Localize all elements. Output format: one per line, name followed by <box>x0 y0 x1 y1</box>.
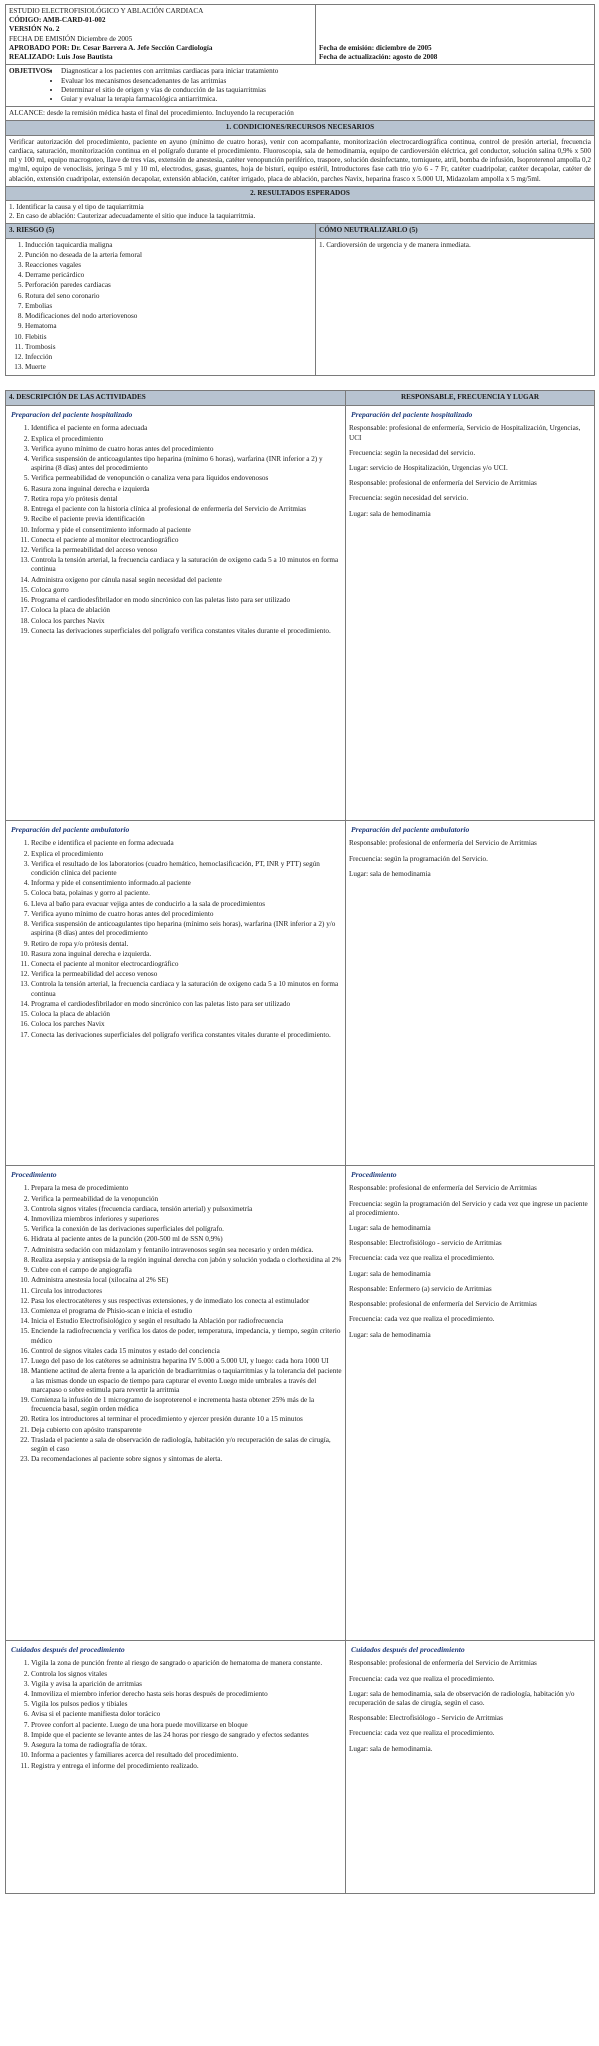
objectives-list <box>49 67 278 104</box>
activity-item: 10. Informa y pide el consentimiento informado al paciente <box>31 526 342 535</box>
objective-item: • Evaluar los mecanismos desencadenantes de las arritmias <box>61 77 278 86</box>
header-right <box>316 5 595 65</box>
activity-item: 9. Cubre con el campo de angiografía <box>31 1266 342 1275</box>
date-update: Fecha de actualización: agosto de 2008 <box>319 53 438 62</box>
activity-item: 5. Verifica permeabilidad de venopunción o canaliza vena para líquidos endovenosos <box>31 474 342 483</box>
activity-list <box>9 1184 342 1464</box>
activity-item: 4. Informa y pide el consentimiento informado.al paciente <box>31 879 342 888</box>
resp-entry: Responsable: Enfermero (a) servicio de Arritmias <box>349 1284 492 1293</box>
risk-item: 12. Infección <box>25 353 312 362</box>
activity-item: 4. Inmoviliza miembros inferiores y superiores <box>31 1215 342 1224</box>
section-procedure <box>6 1165 346 1640</box>
activity-item: 13. Controla la tensión arterial, la frecuencia cardiaca y la saturación de oxígeno cada 5 a 10 minutos en forma continua <box>31 980 342 998</box>
resp-entry: Responsable: profesional de enfermería del Servicio de Arritmias <box>349 1659 537 1668</box>
risk-list <box>9 241 312 373</box>
activity-item: 1. Vigila la zona de punción frente al riesgo de sangrado o aparición de hematoma de manera constante. <box>31 1659 342 1668</box>
resp-entry: Responsable: profesional de enfermería del Servicio de Arritmias <box>349 1300 537 1309</box>
risk-item: 3. Reacciones vagales <box>25 261 312 270</box>
section-aftercare-resp <box>346 1640 595 1893</box>
resp-entry: Frecuencia: según la programación del Servicio y cada vez que ingrese un paciente al procedimiento. <box>349 1199 588 1217</box>
resp-entry: Lugar: sala de hemodinamia. <box>349 1744 433 1753</box>
activity-item: 16. Control de signos vitales cada 15 minutos y estado del conciencia <box>31 1347 342 1356</box>
risk-cell <box>6 238 316 376</box>
activity-item: 17. Coloca la placa de ablación <box>31 606 342 615</box>
resp-heading: RESPONSABLE, FRECUENCIA Y LUGAR <box>346 391 595 405</box>
activity-item: 10. Rasura zona inguinal derecha e izquierda. <box>31 950 342 959</box>
resp-entry: Lugar: sala de hemodinamia <box>349 869 431 878</box>
section-aftercare <box>6 1640 346 1893</box>
resp-entry: Responsable: Electrofisiólogo - Servicio de Arritmias <box>349 1714 503 1723</box>
activity-item: 19. Conecta las derivaciones superficiales del polígrafo verifica constantes vitales durante el procedimiento. <box>31 627 342 636</box>
resp-entry: Lugar: sala de hemodinamia <box>349 1269 431 1278</box>
objective-item: • Diagnosticar a los pacientes con arritmias cardiacas para iniciar tratamiento <box>61 67 278 76</box>
resp-entry: Frecuencia: según la programación del Servicio. <box>349 854 488 863</box>
activity-item: 12. Pasa los electrocatéteres y sus respectivas extensiones, y de inmediato los conecta al estimulador <box>31 1297 342 1306</box>
activity-item: 3. Vigila y avisa la aparición de arritmias <box>31 1680 342 1689</box>
activity-item: 8. Impide que el paciente se levante antes de las 24 horas por riesgo de sangrado y efectos sedantes <box>31 1731 342 1740</box>
resp-entry: Lugar: sala de hemodinamia <box>349 509 431 518</box>
resp-entry: Responsable: profesional de enfermería del Servicio de Arritmias <box>349 839 537 848</box>
doc-approved: APROBADO POR: Dr. Cesar Barrera A. Jefe Sección Cardiología <box>9 43 213 52</box>
objective-item: • Determinar el sitio de origen y vías de conducción de las taquiarritmias <box>61 86 278 95</box>
activity-item: 7. Retira ropa y/o prótesis dental <box>31 495 342 504</box>
section-title: Preparación del paciente ambulatorio <box>11 824 130 834</box>
risk-item: 1. Inducción taquicardia maligna <box>25 241 312 250</box>
resp-entry: Lugar: sala de hemodinamia <box>349 1224 431 1233</box>
risk-item: 13. Muerte <box>25 363 312 372</box>
activity-item: 5. Coloca bata, polainas y gorro al paciente. <box>31 889 342 898</box>
activities-table <box>5 390 595 1893</box>
activity-item: 6. Hidrata al paciente antes de la punción (200-500 ml de SSN 0,9%) <box>31 1235 342 1244</box>
activity-item: 1. Prepara la mesa de procedimiento <box>31 1184 342 1193</box>
section-hospitalized-resp <box>346 405 595 820</box>
section-ambulatory <box>6 820 346 1165</box>
resp-entry: Responsable: Electrofisiólogo - servicio de Arritmias <box>349 1239 502 1248</box>
activity-item: 15. Coloca gorro <box>31 586 342 595</box>
activity-item: 4. Verifica suspensión de anticoagulantes tipo heparina (mínimo 6 horas), warfarina (INR inferior a 2) y aspirina (8 días) antes del procedimiento <box>31 455 342 473</box>
activity-item: 18. Coloca los parches Navix <box>31 617 342 626</box>
objectives-label: OBJETIVOS: <box>9 67 53 76</box>
activity-item: 11. Conecta el paciente al monitor electrocardiográfico <box>31 960 342 969</box>
activity-item: 6. Rasura zona inguinal derecha e izquierda <box>31 485 342 494</box>
activity-item: 7. Administra sedación con midazolam y fentanilo intravenosos según sea necesario y orden médica. <box>31 1246 342 1255</box>
activity-item: 2. Explica el procedimiento <box>31 850 342 859</box>
scope-cell: ALCANCE: desde la remisión médica hasta el final del procedimiento. Incluyendo la recuperación <box>6 107 595 121</box>
header-table <box>5 4 595 376</box>
resp-entry: Responsable: profesional de enfermería del Servicio de Arritmias <box>349 479 537 488</box>
risk-item: 7. Embolias <box>25 302 312 311</box>
activity-item: 9. Asegura la toma de radiografía de tórax. <box>31 1741 342 1750</box>
activity-item: 5. Vigila los pulsos pedios y tibiales <box>31 1700 342 1709</box>
activity-item: 12. Verifica la permeabilidad del acceso venoso <box>31 970 342 979</box>
activity-item: 11. Conecta el paciente al monitor electrocardiográfico <box>31 536 342 545</box>
activity-item: 3. Verifica ayuno mínimo de cuatro horas antes del procedimiento <box>31 445 342 454</box>
risk-item: 5. Perforación paredes cardiacas <box>25 281 312 290</box>
activity-item: 1. Recibe e identifica el paciente en forma adecuada <box>31 839 342 848</box>
activities-heading: 4. DESCRIPCIÓN DE LAS ACTIVIDADES <box>6 391 346 405</box>
activity-list <box>9 424 342 636</box>
risk-item: 4. Derrame pericárdico <box>25 271 312 280</box>
activity-item: 6. Avisa si el paciente manifiesta dolor torácico <box>31 1710 342 1719</box>
activity-item: 7. Verifica ayuno mínimo de cuatro horas antes del procedimiento <box>31 910 342 919</box>
result-item: 2. En caso de ablación: Cauterizar adecuadamente el sitio que induce la taquiarritmia. <box>9 212 256 221</box>
neutralize-heading: CÓMO NEUTRALIZARLO (5) <box>316 224 595 238</box>
resp-section-title: Procedimiento <box>351 1169 397 1179</box>
risk-item: 2. Punción no deseada de la arteria femoral <box>25 251 312 260</box>
activity-item: 14. Administra oxígeno por cánula nasal según necesidad del paciente <box>31 576 342 585</box>
activity-item: 1. Identifica el paciente en forma adecuada <box>31 424 342 433</box>
resp-entry: Frecuencia: cada vez que realiza el procedimiento. <box>349 1254 495 1263</box>
resp-section-title: Preparación del paciente hospitalizado <box>351 409 473 419</box>
activity-item: 5. Verifica la conexión de las derivaciones superficiales del polígrafo. <box>31 1225 342 1234</box>
activity-item: 8. Verifica suspensión de anticoagulantes tipo heparina (mínimo seis horas), warfarina (INR inferior a 2) y/o aspirina (8 días) antes del procedimiento <box>31 920 342 938</box>
activity-item: 15. Enciende la radiofrecuencia y verifica los datos de poder, temperatura, impedancia, y tiempo, según criterio médico <box>31 1327 342 1345</box>
resp-entry: Responsable: profesional de enfermería, Servicio de Hospitalización, Urgencias, UCI <box>349 424 581 442</box>
activity-item: 21. Deja cubierto con apósito transparente <box>31 1426 342 1435</box>
resp-entry: Lugar: sala de hemodinamia, sala de observación de radiología, habitación y/o recuperación de salas de cirugía, según el caso. <box>349 1689 575 1708</box>
risk-item: 10. Flebitis <box>25 333 312 342</box>
activity-item: 2. Controla los signos vitales <box>31 1670 342 1679</box>
risk-item: 8. Modificaciones del nodo arteriovenoso <box>25 312 312 321</box>
activity-item: 14. Programa el cardiodesfibrilador en modo sincrónico con las paletas listo para ser utilizado <box>31 1000 342 1009</box>
activity-item: 2. Verifica la permeabilidad de la venopunción <box>31 1195 342 1204</box>
resp-entry: Frecuencia: cada vez que realiza el procedimiento. <box>349 1315 495 1324</box>
activity-item: 3. Verifica el resultado de los laboratorios (cuadro hemático, hemoclasificación, PT, INR y PTT) según condición clínica del paciente <box>31 860 342 878</box>
risk-heading: 3. RIESGO (5) <box>6 224 316 238</box>
activity-item: 9. Retiro de ropa y/o prótesis dental. <box>31 940 342 949</box>
doc-made: REALIZADO: Luis Jose Bautista <box>9 53 113 62</box>
risk-item: 9. Hematoma <box>25 322 312 331</box>
activity-item: 7. Provee confort al paciente. Luego de una hora puede movilizarse en bloque <box>31 1721 342 1730</box>
activity-item: 18. Mantiene actitud de alerta frente a la aparición de bradiarritmias o taquiarritmias y la tolerancia del paciente a las mismas donde un espacio de tiempo para capturar el evento Luego mide umbrales a través del marcapaso o sobre estimula para revertir la arritmia <box>31 1367 342 1395</box>
resp-section-title: Cuidados después del procedimiento <box>351 1644 465 1654</box>
activity-item: 8. Entrega el paciente con la historia clínica al profesional de enfermería del Servicio de Arritmias <box>31 505 342 514</box>
results-heading: 2. RESULTADOS ESPERADOS <box>6 186 595 200</box>
section-title: Procedimiento <box>11 1169 57 1179</box>
resp-entry: Frecuencia: según necesidad del servicio. <box>349 494 469 503</box>
date-emission: Fecha de emisión: diciembre de 2005 <box>319 43 432 52</box>
activity-item: 16. Programa el cardiodesfibrilador en modo sincrónico con las paletas listo para ser utilizado <box>31 596 342 605</box>
resp-entry: Frecuencia: cada vez que realiza el procedimiento. <box>349 1674 495 1683</box>
resp-entry: Lugar: sala de hemodinamia <box>349 1330 431 1339</box>
doc-emission: FECHA DE EMISIÓN Diciembre de 2005 <box>9 34 133 43</box>
activity-item: 9. Recibe el paciente previa identificación <box>31 515 342 524</box>
activity-list <box>9 839 342 1039</box>
resp-entry: Responsable: profesional de enfermería del Servicio de Arritmias <box>349 1184 537 1193</box>
activity-item: 11. Circula los introductores <box>31 1287 342 1296</box>
activity-item: 23. Da recomendaciones al paciente sobre signos y síntomas de alerta. <box>31 1455 342 1464</box>
activity-item: 17. Conecta las derivaciones superficiales del polígrafo verifica constantes vitales durante el procedimiento. <box>31 1031 342 1040</box>
section-title: Cuidados después del procedimiento <box>11 1644 125 1654</box>
section-title: Preparacion del paciente hospitalizado <box>11 409 133 419</box>
risk-item: 11. Trombosis <box>25 343 312 352</box>
result-item: 1. Identificar la causa y el tipo de taquiarritmia <box>9 202 144 211</box>
activity-item: 4. Inmoviliza el miembro inferior derecho hasta seis horas después de procedimiento <box>31 1690 342 1699</box>
activity-item: 15. Coloca la placa de ablación <box>31 1010 342 1019</box>
objectives-cell <box>6 65 595 107</box>
activity-item: 17. Luego del paso de los catéteres se administra heparina IV 5.000 a 5.000 UI, y luego: cada hora 1000 UI <box>31 1357 342 1366</box>
activity-item: 13. Comienza el programa de Phisio-scan e inicia el estudio <box>31 1307 342 1316</box>
risk-item: 6. Rotura del seno coronario <box>25 292 312 301</box>
activity-list <box>9 1659 342 1770</box>
activity-item: 20. Retira los introductores al terminar el procedimiento y ejercer presión durante 10 a 15 minutos <box>31 1415 342 1424</box>
resp-entry: Lugar: servicio de Hospitalización, Urgencias y/o UCI. <box>349 464 508 473</box>
activity-item: 16. Coloca los parches Navix <box>31 1020 342 1029</box>
activity-item: 11. Registra y entrega el informe del procedimiento realizado. <box>31 1762 342 1771</box>
activity-item: 2. Explica el procedimiento <box>31 435 342 444</box>
resp-section-title: Preparación del paciente ambulatorio <box>351 824 470 834</box>
activity-item: 6. Lleva al baño para evacuar vejiga antes de conducirlo a la sala de procedimientos <box>31 900 342 909</box>
activity-item: 22. Traslada el paciente a sala de observación de radiología, habitación y/o recuperación de salas de cirugía, según el caso <box>31 1436 342 1454</box>
conditions-text: Verificar autorización del procedimiento, paciente en ayuno (mínimo de cuatro horas), venir con acompañante, monitorización electrocardiográfica continua, control de presión arterial, frecuencia cardiaca, saturación, monitorización continua en el polígrafo durante el procedimiento. Fluoroscopia, sala de hemodinamia, equipo de cardioversión eléctrica, gel conductor, solución salina 0,9% x 500 ml y 100 ml, equipo macrogoteo, llave de tres vías, extensión de anestesia, catéter venopunción periférico, traspore, solución desinfectante, torniquete, atril, bomba de infusión, Isoproterenol ampolla 0,2 mg/ml, equipo de venoclisis, jeringa 5 ml y 10 ml, electrodos, gasas, guantes, hoja de bisturí, equipo estéril, Introductores fase cath trio y/o 6 - 7 Fr, catéter cuadripolar, catéter decapolar, catéter de ablación, extensión cuadripolar, extensión decapolar, extensión ablación, catéter irrigado, placa de ablación, parches Navix, heparina frasco x 5.000 UI, Midazolam ampolla x 5 mg/5ml. <box>6 135 595 186</box>
activity-item: 14. Inicia el Estudio Electrofisiológico y según el resultado la Ablación por radiofrecuencia <box>31 1317 342 1326</box>
doc-code: CÓDIGO: AMB-CARD-01-002 <box>9 16 106 25</box>
conditions-heading: 1. CONDICIONES/RECURSOS NECESARIOS <box>6 121 595 135</box>
activity-item: 10. Administra anestesia local (xilocaína al 2% SE) <box>31 1276 342 1285</box>
activity-item: 19. Comienza la infusión de 1 microgramo de isoproterenol e incrementa hasta obtener 25% más de la frecuencia basal, según orden médica <box>31 1396 342 1414</box>
resp-entry: Frecuencia: cada vez que realiza el procedimiento. <box>349 1729 495 1738</box>
section-procedure-resp <box>346 1165 595 1640</box>
activity-item: 13. Controla la tensión arterial, la frecuencia cardiaca y la saturación de oxígeno cada 5 a 10 minutos en forma continua <box>31 556 342 574</box>
resp-entry: Frecuencia: según la necesidad del servicio. <box>349 448 476 457</box>
neutralize-cell: 1. Cardioversión de urgencia y de manera inmediata. <box>316 238 595 376</box>
doc-title: ESTUDIO ELECTROFISIOLÓGICO Y ABLACIÓN CARDIACA <box>9 7 204 15</box>
activity-item: 12. Verifica la permeabilidad del acceso venoso <box>31 546 342 555</box>
activity-item: 10. Informa a pacientes y familiares acerca del resultado del procedimiento. <box>31 1751 342 1760</box>
section-ambulatory-resp <box>346 820 595 1165</box>
results-cell <box>6 200 595 223</box>
activity-item: 3. Controla signos vitales (frecuencia cardiaca, tensión arterial) y pulsoximetría <box>31 1205 342 1214</box>
section-hospitalized <box>6 405 346 820</box>
objective-item: • Guiar y evaluar la terapia farmacológica antiarritmica. <box>61 95 278 104</box>
activity-item: 8. Realiza asepsia y antisepsia de la región inguinal derecha con jabón y solución yodada o clorhexidina al 2% <box>31 1256 342 1265</box>
doc-version: VERSIÓN No. 2 <box>9 25 60 34</box>
header-left <box>6 5 316 65</box>
